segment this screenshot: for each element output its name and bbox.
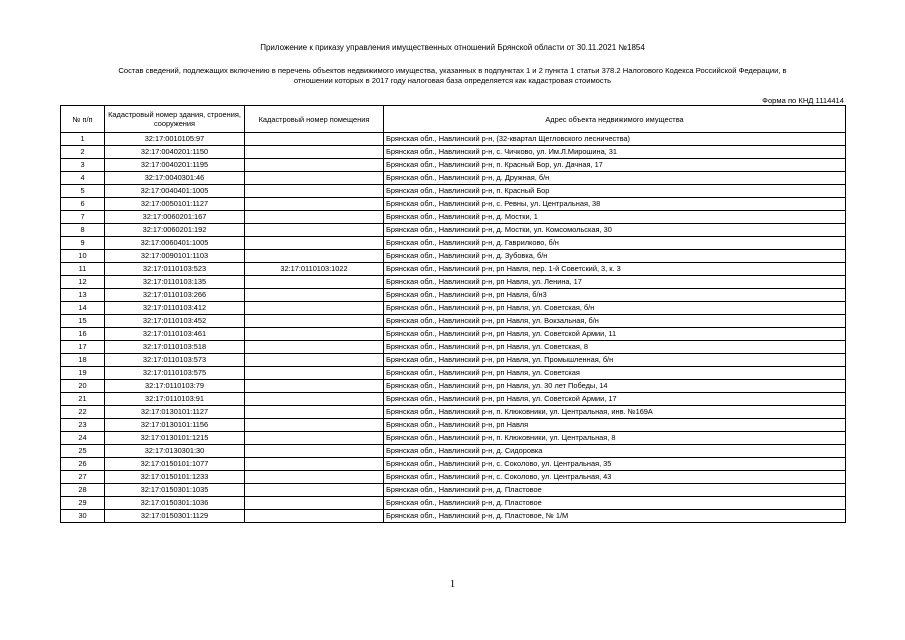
premise-cadastral-number xyxy=(245,367,384,380)
row-number: 27 xyxy=(61,471,105,484)
table-row xyxy=(61,146,846,159)
address-cell: Брянская обл., Навлинский р-н, д. Дружная, б/н xyxy=(384,172,846,185)
premise-cadastral-number xyxy=(245,146,384,159)
address-cell: Брянская обл., Навлинский р-н, с. Соколово, ул. Центральная, 35 xyxy=(384,458,846,471)
cadastral-number: 32:17:0040201:1195 xyxy=(105,159,245,172)
row-number: 24 xyxy=(61,432,105,445)
row-number: 9 xyxy=(61,237,105,250)
address-cell: Брянская обл., Навлинский р-н, д. Сидоровка xyxy=(384,445,846,458)
row-number: 12 xyxy=(61,276,105,289)
row-number: 17 xyxy=(61,341,105,354)
table-row xyxy=(61,237,846,250)
row-number: 2 xyxy=(61,146,105,159)
premise-cadastral-number xyxy=(245,497,384,510)
address-cell: Брянская обл., Навлинский р-н, п. Клюковники, ул. Центральная, 8 xyxy=(384,432,846,445)
premise-cadastral-number: 32:17:0110103:1022 xyxy=(245,263,384,276)
table-row xyxy=(61,341,846,354)
premise-cadastral-number xyxy=(245,198,384,211)
row-number: 23 xyxy=(61,419,105,432)
cadastral-number: 32:17:0110103:452 xyxy=(105,315,245,328)
address-cell: Брянская обл., Навлинский р-н, рп Навля, ул. Советская, 8 xyxy=(384,341,846,354)
row-number: 5 xyxy=(61,185,105,198)
address-cell: Брянская обл., Навлинский р-н, рп Навля, ул. Советской Армии, 17 xyxy=(384,393,846,406)
table-row xyxy=(61,432,846,445)
cadastral-number: 32:17:0040301:46 xyxy=(105,172,245,185)
row-number: 7 xyxy=(61,211,105,224)
cadastral-number: 32:17:0150301:1129 xyxy=(105,510,245,523)
table-row xyxy=(61,159,846,172)
address-cell: Брянская обл., Навлинский р-н, д. Пластовое xyxy=(384,497,846,510)
cadastral-number: 32:17:0110103:523 xyxy=(105,263,245,276)
table-row xyxy=(61,484,846,497)
address-cell: Брянская обл., Навлинский р-н, д. Зубовка, б/н xyxy=(384,250,846,263)
premise-cadastral-number xyxy=(245,432,384,445)
cadastral-number: 32:17:0110103:79 xyxy=(105,380,245,393)
premise-cadastral-number xyxy=(245,211,384,224)
table-row xyxy=(61,302,846,315)
cadastral-number: 32:17:0110103:573 xyxy=(105,354,245,367)
address-cell: Брянская обл., Навлинский р-н, д. Мостки, 1 xyxy=(384,211,846,224)
premise-cadastral-number xyxy=(245,328,384,341)
premise-cadastral-number xyxy=(245,341,384,354)
row-number: 4 xyxy=(61,172,105,185)
cadastral-number: 32:17:0040401:1005 xyxy=(105,185,245,198)
cadastral-number: 32:17:0110103:412 xyxy=(105,302,245,315)
row-number: 15 xyxy=(61,315,105,328)
premise-cadastral-number xyxy=(245,133,384,146)
address-cell: Брянская обл., Навлинский р-н, рп Навля xyxy=(384,419,846,432)
table-row xyxy=(61,510,846,523)
row-number: 14 xyxy=(61,302,105,315)
row-number: 22 xyxy=(61,406,105,419)
cadastral-number: 32:17:0010105:97 xyxy=(105,133,245,146)
table-row xyxy=(61,315,846,328)
row-number: 18 xyxy=(61,354,105,367)
table-row xyxy=(61,445,846,458)
address-cell: Брянская обл., Навлинский р-н, с. Чичково, ул. Им.Л.Мирошина, 31 xyxy=(384,146,846,159)
table-row xyxy=(61,133,846,146)
table-row xyxy=(61,185,846,198)
table-row xyxy=(61,367,846,380)
header-premise: Кадастровый номер помещения xyxy=(245,106,384,133)
premise-cadastral-number xyxy=(245,172,384,185)
table-row xyxy=(61,380,846,393)
address-cell: Брянская обл., Навлинский р-н, д. Мостки, ул. Комсомольская, 30 xyxy=(384,224,846,237)
premise-cadastral-number xyxy=(245,484,384,497)
premise-cadastral-number xyxy=(245,354,384,367)
address-cell: Брянская обл., Навлинский р-н, рп Навля, пер. 1-й Советский, 3, к. 3 xyxy=(384,263,846,276)
address-cell: Брянская обл., Навлинский р-н, рп Навля, ул. Советской Армии, 11 xyxy=(384,328,846,341)
premise-cadastral-number xyxy=(245,224,384,237)
premise-cadastral-number xyxy=(245,458,384,471)
premise-cadastral-number xyxy=(245,250,384,263)
intro-line-2: отношении которых в 2017 году налоговая база определяется как кадастровая стоимость xyxy=(293,75,612,85)
cadastral-number: 32:17:0130101:1215 xyxy=(105,432,245,445)
premise-cadastral-number xyxy=(245,445,384,458)
premise-cadastral-number xyxy=(245,185,384,198)
address-cell: Брянская обл., Навлинский р-н, п. Клюковники, ул. Центральная, инв. №169А xyxy=(384,406,846,419)
table-body xyxy=(61,133,846,523)
row-number: 28 xyxy=(61,484,105,497)
cadastral-number: 32:17:0150101:1233 xyxy=(105,471,245,484)
table-row xyxy=(61,172,846,185)
row-number: 19 xyxy=(61,367,105,380)
header-num: № п/п xyxy=(61,106,105,133)
row-number: 30 xyxy=(61,510,105,523)
table-row xyxy=(61,250,846,263)
table-row xyxy=(61,263,846,276)
premise-cadastral-number xyxy=(245,471,384,484)
cadastral-number: 32:17:0110103:91 xyxy=(105,393,245,406)
premise-cadastral-number xyxy=(245,159,384,172)
intro-text xyxy=(60,66,845,85)
row-number: 6 xyxy=(61,198,105,211)
table-row xyxy=(61,224,846,237)
table-row xyxy=(61,458,846,471)
cadastral-number: 32:17:0130101:1127 xyxy=(105,406,245,419)
cadastral-number: 32:17:0110103:518 xyxy=(105,341,245,354)
address-cell: Брянская обл., Навлинский р-н, п. Красный Бор, ул. Дачная, 17 xyxy=(384,159,846,172)
address-cell: Брянская обл., Навлинский р-н, с. Ревны, ул. Центральная, 38 xyxy=(384,198,846,211)
address-cell: Брянская обл., Навлинский р-н, рп Навля, ул. Промышленная, б/н xyxy=(384,354,846,367)
address-cell: Брянская обл., Навлинский р-н, рп Навля, ул. Ленина, 17 xyxy=(384,276,846,289)
page-number: 1 xyxy=(449,578,456,590)
cadastral-number: 32:17:0110103:266 xyxy=(105,289,245,302)
address-cell: Брянская обл., Навлинский р-н, д. Гаврилково, б/н xyxy=(384,237,846,250)
table-row xyxy=(61,393,846,406)
intro-line-1: Состав сведений, подлежащих включению в перечень объектов недвижимого имущества, указанных в подпунктах 1 и 2 пункта 1 статьи 378.2 Налогового Кодекса Российской Федерации, в xyxy=(118,66,787,75)
header-address: Адрес объекта недвижимого имущества xyxy=(384,106,846,133)
address-cell: Брянская обл., Навлинский р-н, рп Навля, б/н3 xyxy=(384,289,846,302)
cadastral-number: 32:17:0050101:1127 xyxy=(105,198,245,211)
cadastral-number: 32:17:0150301:1035 xyxy=(105,484,245,497)
premise-cadastral-number xyxy=(245,419,384,432)
table-row xyxy=(61,419,846,432)
table-row xyxy=(61,406,846,419)
table-row xyxy=(61,276,846,289)
address-cell: Брянская обл., Навлинский р-н, (32-квартал Щегловского лесничества) xyxy=(384,133,846,146)
header-cadastral: Кадастровый номер здания, строения, сооружения xyxy=(105,106,245,133)
row-number: 16 xyxy=(61,328,105,341)
table-row xyxy=(61,289,846,302)
cadastral-number: 32:17:0110103:575 xyxy=(105,367,245,380)
address-cell: Брянская обл., Навлинский р-н, рп Навля, ул. Советская xyxy=(384,367,846,380)
table-row xyxy=(61,328,846,341)
table-row xyxy=(61,471,846,484)
address-cell: Брянская обл., Навлинский р-н, рп Навля, ул. 30 лет Победы, 14 xyxy=(384,380,846,393)
cadastral-number: 32:17:0060201:192 xyxy=(105,224,245,237)
premise-cadastral-number xyxy=(245,289,384,302)
row-number: 13 xyxy=(61,289,105,302)
premise-cadastral-number xyxy=(245,380,384,393)
premise-cadastral-number xyxy=(245,276,384,289)
cadastral-number: 32:17:0110103:135 xyxy=(105,276,245,289)
address-cell: Брянская обл., Навлинский р-н, д. Пластовое, № 1/М xyxy=(384,510,846,523)
row-number: 20 xyxy=(61,380,105,393)
premise-cadastral-number xyxy=(245,510,384,523)
property-registry-table xyxy=(60,105,846,523)
row-number: 8 xyxy=(61,224,105,237)
address-cell: Брянская обл., Навлинский р-н, рп Навля, ул. Советская, б/н xyxy=(384,302,846,315)
premise-cadastral-number xyxy=(245,406,384,419)
address-cell: Брянская обл., Навлинский р-н, с. Соколово, ул. Центральная, 43 xyxy=(384,471,846,484)
form-code: Форма по КНД 1114414 xyxy=(762,96,844,105)
address-cell: Брянская обл., Навлинский р-н, д. Пластовое xyxy=(384,484,846,497)
cadastral-number: 32:17:0060201:167 xyxy=(105,211,245,224)
row-number: 3 xyxy=(61,159,105,172)
cadastral-number: 32:17:0130301:30 xyxy=(105,445,245,458)
row-number: 10 xyxy=(61,250,105,263)
row-number: 26 xyxy=(61,458,105,471)
cadastral-number: 32:17:0130101:1156 xyxy=(105,419,245,432)
cadastral-number: 32:17:0090101:1103 xyxy=(105,250,245,263)
address-cell: Брянская обл., Навлинский р-н, рп Навля, ул. Вокзальная, б/н xyxy=(384,315,846,328)
premise-cadastral-number xyxy=(245,237,384,250)
premise-cadastral-number xyxy=(245,315,384,328)
table-row xyxy=(61,198,846,211)
table-row xyxy=(61,211,846,224)
row-number: 11 xyxy=(61,263,105,276)
cadastral-number: 32:17:0150301:1036 xyxy=(105,497,245,510)
table-row xyxy=(61,354,846,367)
cadastral-number: 32:17:0110103:461 xyxy=(105,328,245,341)
row-number: 29 xyxy=(61,497,105,510)
cadastral-number: 32:17:0150101:1077 xyxy=(105,458,245,471)
premise-cadastral-number xyxy=(245,302,384,315)
row-number: 21 xyxy=(61,393,105,406)
row-number: 25 xyxy=(61,445,105,458)
document-title: Приложение к приказу управления имущественных отношений Брянской области от 30.11.2021 №1854 xyxy=(260,43,645,52)
table-row xyxy=(61,497,846,510)
table-header-row xyxy=(61,106,846,133)
row-number: 1 xyxy=(61,133,105,146)
cadastral-number: 32:17:0060401:1005 xyxy=(105,237,245,250)
premise-cadastral-number xyxy=(245,393,384,406)
address-cell: Брянская обл., Навлинский р-н, п. Красный Бор xyxy=(384,185,846,198)
cadastral-number: 32:17:0040201:1150 xyxy=(105,146,245,159)
